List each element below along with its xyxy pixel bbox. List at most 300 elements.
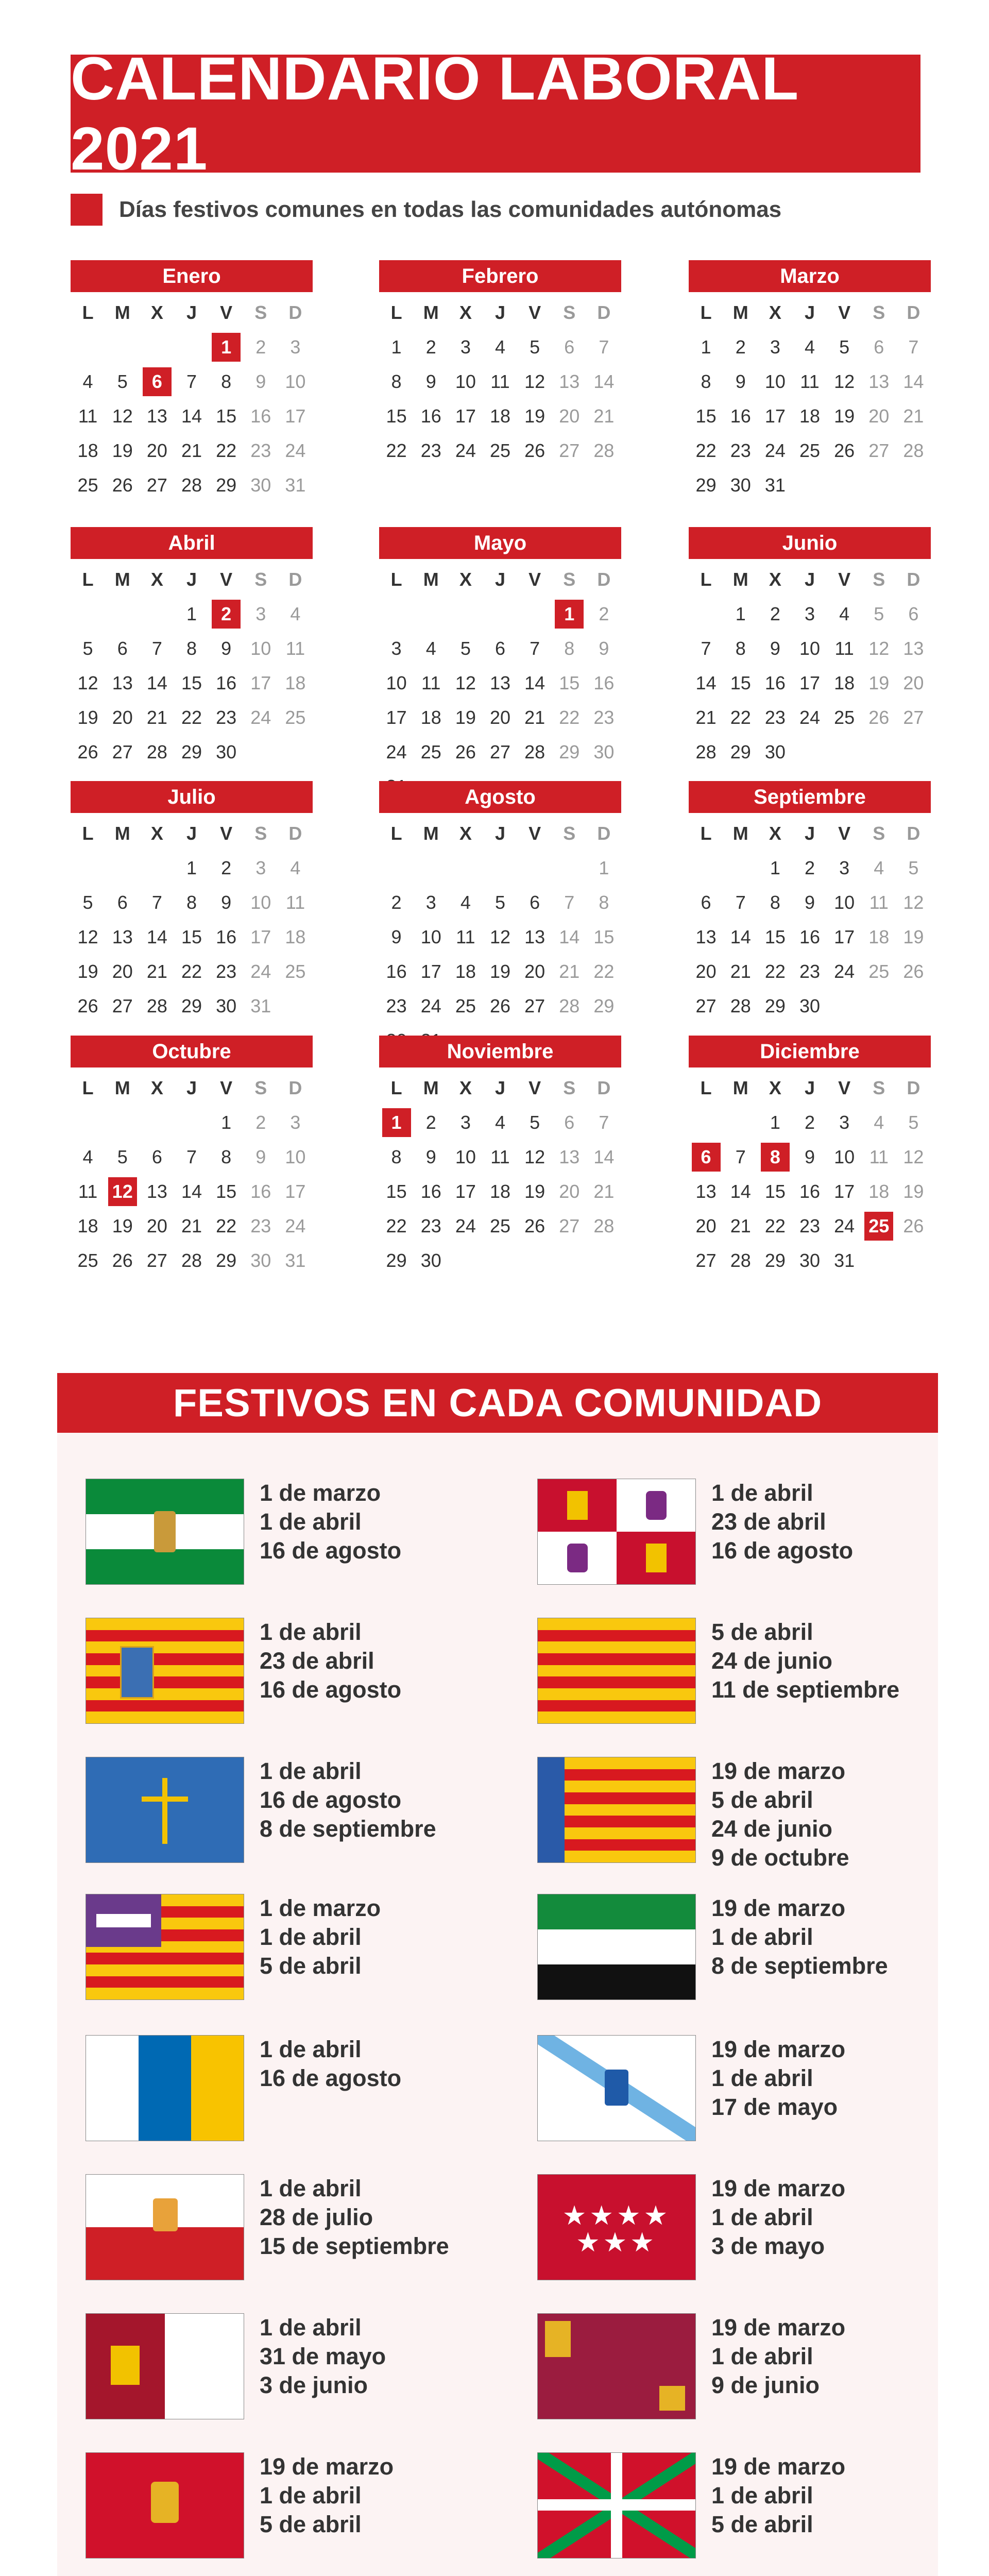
holiday-date: 19 de marzo [711,2453,846,2480]
day-cell: 9 [221,891,232,913]
month-enero [71,260,313,502]
region-baleares [86,1894,381,2000]
region-dates [260,1479,401,1565]
weekday-header: D [288,568,302,590]
holiday-date: 1 de abril [260,1509,362,1535]
day-cell: 15 [216,405,237,427]
weekday-header: X [769,301,781,323]
weekday-header: D [288,301,302,323]
weekday-header: S [563,1077,576,1098]
month-junio [689,527,931,769]
weekday-header: M [732,301,748,323]
holiday-day: 1 [552,597,587,631]
day-cell: 3 [391,637,402,659]
day-cell: 25 [834,706,855,728]
day-cell: 14 [559,926,580,947]
day-cell: 28 [730,1249,751,1271]
day-cell: 18 [489,405,511,427]
day-cell: 19 [112,439,133,461]
day-cell: 14 [146,926,167,947]
day-cell: 25 [77,474,98,496]
day-cell: 28 [593,439,615,461]
weekday-header: L [390,568,402,590]
day-cell: 12 [77,926,98,947]
day-cell: 9 [599,637,609,659]
weekday-header: S [873,301,885,323]
day-cell: 13 [112,672,133,693]
day-cell: 24 [455,439,476,461]
weekday-header: X [150,301,163,323]
day-cell: 22 [386,1215,407,1236]
region-dates [711,2452,845,2539]
holiday-date: 28 de julio [260,2204,373,2230]
region-dates [711,1479,853,1565]
empty-cell [689,851,723,885]
day-cell: 22 [181,960,202,982]
day-cell: 5 [82,637,93,659]
weekday-header: X [769,568,781,590]
day-cell: 20 [903,672,924,693]
day-cell: 12 [903,891,924,913]
holiday-date: 19 de marzo [711,2036,846,2062]
holiday-date: 11 de septiembre [711,1676,900,1703]
weekday-header: L [82,1077,94,1098]
day-cell: 4 [290,857,301,878]
month-header: Febrero [379,260,621,292]
weekday-header: S [563,301,576,323]
empty-cell [552,851,587,885]
weekday-header: V [528,568,541,590]
weekday-header: L [700,822,712,844]
month-septiembre [689,781,931,1023]
section-title: FESTIVOS EN CADA COMUNIDAD [57,1373,938,1433]
day-cell: 4 [460,891,471,913]
day-cell: 27 [524,995,545,1016]
day-cell: 13 [146,405,167,427]
day-cell: 29 [181,741,202,762]
holiday-day: 2 [209,597,244,631]
holiday-date: 19 de marzo [260,2453,394,2480]
weekday-header: L [390,301,402,323]
day-cell: 5 [908,857,919,878]
day-cell: 23 [420,1215,441,1236]
day-cell: 1 [770,857,780,878]
day-cell: 25 [489,1215,511,1236]
holiday-date: 19 de marzo [711,1895,846,1921]
weekday-header: D [907,1077,920,1098]
castilla-leon-flag [537,1479,696,1585]
day-cell: 28 [181,474,202,496]
weekday-header: L [82,822,94,844]
day-cell: 8 [221,1146,232,1167]
weekday-header: M [732,568,748,590]
day-cell: 10 [455,370,476,392]
day-cell: 30 [250,474,271,496]
holiday-date: 19 de marzo [711,2314,846,2341]
day-cell: 14 [695,672,717,693]
weekday-header: X [150,1077,163,1098]
region-galicia [537,2035,845,2141]
day-cell: 16 [216,926,237,947]
day-cell: 27 [489,741,511,762]
weekday-header: V [220,568,233,590]
region-dates [711,2174,845,2261]
day-cell: 19 [868,672,890,693]
region-navarra [86,2452,394,2558]
day-cell: 28 [559,995,580,1016]
legend-text: Días festivos comunes en todas las comunidades autónomas [119,197,782,222]
holiday-date: 1 de marzo [260,1895,381,1921]
weekday-header: M [423,568,439,590]
day-cell: 11 [285,891,305,913]
weekday-header: X [459,822,472,844]
day-cell: 24 [420,995,441,1016]
day-cell: 29 [730,741,751,762]
day-cell: 19 [77,960,98,982]
month-header: Octubre [71,1036,313,1067]
pais-vasco-flag [537,2452,696,2558]
murcia-flag [537,2313,696,2419]
day-cell: 30 [593,741,615,762]
day-cell: 16 [593,672,615,693]
day-cell: 3 [770,336,780,358]
region-dates [711,1757,849,1872]
day-cell: 17 [250,926,271,947]
day-cell: 13 [695,1180,717,1202]
empty-cell [483,597,517,631]
day-cell: 12 [524,370,545,392]
day-cell: 19 [77,706,98,728]
holiday-date: 5 de abril [711,2511,813,2537]
empty-cell [71,1105,105,1140]
day-cell: 23 [216,960,237,982]
day-cell: 21 [593,1180,615,1202]
day-cell: 4 [874,857,884,878]
month-header: Julio [71,781,313,813]
day-cell: 20 [868,405,890,427]
day-cell: 6 [494,637,505,659]
day-cell: 10 [285,370,306,392]
day-cell: 26 [489,995,511,1016]
day-cell: 13 [695,926,717,947]
day-cell: 26 [112,1249,133,1271]
holiday-date: 1 de abril [260,1619,362,1645]
empty-cell [140,851,174,885]
day-cell: 8 [391,1146,402,1167]
day-cell: 14 [181,1180,202,1202]
day-cell: 3 [839,857,850,878]
day-cell: 2 [425,1111,436,1133]
region-dates [711,1618,899,1704]
day-cell: 7 [151,891,162,913]
weekday-header: V [528,301,541,323]
month-header: Septiembre [689,781,931,813]
day-cell: 18 [834,672,855,693]
empty-cell [105,597,140,631]
month-diciembre [689,1036,931,1278]
holiday-day: 25 [862,1209,896,1243]
day-cell: 19 [112,1215,133,1236]
day-cell: 21 [559,960,580,982]
day-cell: 29 [181,995,202,1016]
day-cell: 14 [181,405,202,427]
weekday-header: S [873,1077,885,1098]
region-dates [260,2313,386,2400]
day-cell: 8 [186,637,197,659]
weekday-header: X [459,301,472,323]
day-cell: 29 [593,995,615,1016]
day-cell: 7 [599,336,609,358]
region-dates [260,1894,381,1980]
day-cell: 13 [559,370,580,392]
day-cell: 1 [701,336,711,358]
day-cell: 29 [216,1249,237,1271]
madrid-flag: ★★★★ ★★★ [537,2174,696,2280]
day-cell: 8 [391,370,402,392]
empty-cell [140,1105,174,1140]
holiday-date: 16 de agosto [711,1537,854,1564]
region-asturias [86,1757,436,1863]
day-cell: 23 [250,439,271,461]
day-cell: 2 [770,603,780,624]
holiday-date: 1 de abril [711,2343,813,2369]
day-cell: 4 [804,336,815,358]
day-cell: 16 [250,1180,271,1202]
day-cell: 28 [903,439,924,461]
month-header: Mayo [379,527,621,559]
aragon-flag [86,1618,244,1724]
day-cell: 30 [799,1249,821,1271]
month-header: Abril [71,527,313,559]
day-cell: 11 [800,370,820,392]
region-aragon [86,1618,401,1724]
weekday-header: J [804,1077,815,1098]
day-cell: 25 [77,1249,98,1271]
weekday-header: L [700,301,712,323]
comunidad-valenciana-flag [537,1757,696,1863]
region-dates [260,1757,436,1843]
day-cell: 9 [804,891,815,913]
day-cell: 7 [530,637,540,659]
day-cell: 27 [695,995,717,1016]
day-cell: 21 [146,960,167,982]
day-cell: 27 [695,1249,717,1271]
day-cell: 4 [290,603,301,624]
day-cell: 31 [834,1249,855,1271]
day-cell: 25 [285,960,306,982]
month-days [379,1071,621,1278]
day-cell: 6 [908,603,919,624]
region-dates [260,2452,394,2539]
holiday-date: 5 de abril [260,2511,362,2537]
day-cell: 22 [764,960,786,982]
holiday-day: 6 [689,1140,723,1174]
weekday-header: J [186,822,197,844]
day-cell: 30 [764,741,786,762]
day-cell: 18 [77,1215,98,1236]
day-cell: 15 [386,405,407,427]
holiday-date: 16 de agosto [260,1676,402,1703]
day-cell: 1 [770,1111,780,1133]
weekday-header: S [254,822,267,844]
holiday-date: 24 de junio [711,1648,833,1674]
day-cell: 21 [524,706,545,728]
day-cell: 19 [524,1180,545,1202]
month-header: Diciembre [689,1036,931,1067]
day-cell: 30 [250,1249,271,1271]
day-cell: 11 [456,926,475,947]
weekday-header: M [114,822,130,844]
day-cell: 23 [730,439,751,461]
month-days [379,816,621,1058]
day-cell: 7 [186,370,197,392]
day-cell: 18 [455,960,476,982]
day-cell: 24 [250,706,271,728]
day-cell: 7 [186,1146,197,1167]
day-cell: 6 [874,336,884,358]
region-murcia [537,2313,845,2419]
weekday-header: S [254,301,267,323]
day-cell: 22 [695,439,717,461]
holiday-date: 1 de abril [711,1924,813,1950]
weekday-header: L [700,1077,712,1098]
day-cell: 27 [559,1215,580,1236]
day-cell: 23 [216,706,237,728]
month-abril [71,527,313,769]
month-days [71,295,313,502]
month-days [71,816,313,1023]
holiday-day: 8 [758,1140,792,1174]
day-cell: 31 [250,995,271,1016]
empty-cell [689,1105,723,1140]
weekday-header: J [804,301,815,323]
holiday-date: 1 de marzo [260,1480,381,1506]
empty-cell [71,330,105,364]
month-days [689,562,931,769]
weekday-header: X [459,568,472,590]
day-cell: 20 [559,405,580,427]
holiday-date: 1 de abril [260,1924,362,1950]
day-cell: 17 [799,672,821,693]
day-cell: 6 [564,1111,575,1133]
holiday-date: 1 de abril [260,1758,362,1784]
day-cell: 29 [559,741,580,762]
day-cell: 6 [151,1146,162,1167]
day-cell: 19 [834,405,855,427]
region-madrid [537,2174,845,2280]
empty-cell [448,597,483,631]
day-cell: 22 [764,1215,786,1236]
day-cell: 14 [593,370,615,392]
empty-cell [379,597,414,631]
day-cell: 20 [146,439,167,461]
weekday-header: L [82,568,94,590]
empty-cell [71,597,105,631]
weekday-header: M [114,1077,130,1098]
day-cell: 26 [112,474,133,496]
day-cell: 25 [799,439,821,461]
day-cell: 22 [386,439,407,461]
holiday-date: 5 de abril [711,1787,813,1813]
day-cell: 18 [868,926,890,947]
weekday-header: D [288,822,302,844]
day-cell: 23 [764,706,786,728]
day-cell: 17 [834,1180,855,1202]
holiday-day: 1 [209,330,244,364]
month-noviembre [379,1036,621,1278]
day-cell: 13 [146,1180,167,1202]
day-cell: 9 [735,370,746,392]
weekday-header: X [459,1077,472,1098]
day-cell: 21 [695,706,717,728]
month-agosto [379,781,621,1058]
day-cell: 2 [255,336,266,358]
day-cell: 13 [489,672,511,693]
day-cell: 10 [420,926,441,947]
empty-cell [140,330,174,364]
day-cell: 14 [593,1146,615,1167]
empty-cell [379,851,414,885]
day-cell: 18 [489,1180,511,1202]
weekday-header: J [804,822,815,844]
holiday-date: 1 de abril [260,2175,362,2201]
day-cell: 17 [455,405,476,427]
day-cell: 18 [868,1180,890,1202]
day-cell: 24 [764,439,786,461]
day-cell: 23 [593,706,615,728]
day-cell: 9 [255,370,266,392]
day-cell: 9 [425,1146,436,1167]
day-cell: 2 [391,891,402,913]
day-cell: 17 [420,960,441,982]
day-cell: 10 [250,637,271,659]
day-cell: 18 [285,926,306,947]
day-cell: 28 [593,1215,615,1236]
day-cell: 15 [181,672,202,693]
day-cell: 18 [799,405,821,427]
day-cell: 9 [391,926,402,947]
holiday-day: 6 [140,364,174,399]
day-cell: 24 [834,1215,855,1236]
region-dates [260,2174,449,2261]
day-cell: 2 [735,336,746,358]
day-cell: 9 [255,1146,266,1167]
day-cell: 22 [216,439,237,461]
holiday-date: 23 de abril [711,1509,826,1535]
page-title: CALENDARIO LABORAL 2021 [71,55,920,173]
weekday-header: M [423,822,439,844]
day-cell: 16 [420,405,441,427]
andalucia-flag [86,1479,244,1585]
weekday-header: X [769,822,781,844]
day-cell: 26 [868,706,890,728]
holiday-date: 16 de agosto [260,2065,402,2091]
day-cell: 21 [181,1215,202,1236]
weekday-header: S [873,568,885,590]
month-header: Noviembre [379,1036,621,1067]
weekday-header: M [732,1077,748,1098]
day-cell: 15 [559,672,580,693]
weekday-header: J [186,301,197,323]
day-cell: 22 [730,706,751,728]
day-cell: 30 [730,474,751,496]
day-cell: 10 [834,891,855,913]
day-cell: 11 [869,891,889,913]
day-cell: 11 [285,637,305,659]
day-cell: 30 [216,995,237,1016]
weekday-header: V [528,822,541,844]
empty-cell [483,851,517,885]
